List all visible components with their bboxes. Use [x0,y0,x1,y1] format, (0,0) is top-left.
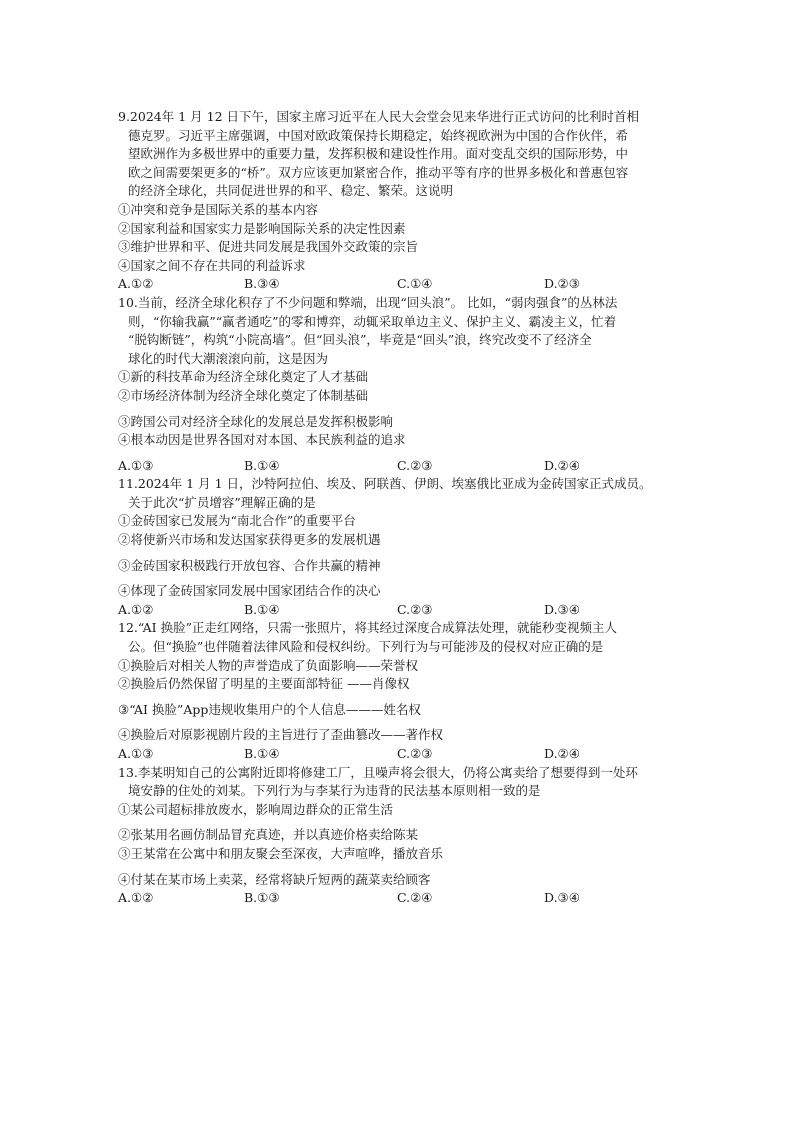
question-stem-line: 欧之间需要架更多的“桥”。双方应该更加紧密合作，推动平等有序的世界多极化和普惠包容 [128,164,629,180]
question-11 [118,475,698,619]
answer-choice: B.①④ [244,457,280,473]
question-stem-line: 关于此次“扩员增容”理解正确的是 [128,494,316,510]
answer-choice: A.①③ [118,457,154,473]
question-option: ①冲突和竞争是国际关系的基本内容 [118,201,319,217]
spacer [118,694,698,701]
answer-choice: C.②④ [397,890,433,906]
answer-choice: C.①④ [397,276,433,292]
question-stem-line: “脱钩断链”，构筑“小院高墙”。但“回头浪”，毕竟是“回头”浪，终究改变不了经济全 [128,332,592,348]
answer-choices [118,601,698,620]
answer-choice: D.②③ [544,276,580,292]
spacer [118,864,698,871]
question-12 [118,619,698,763]
question-option: ④国家之间不存在共同的利益诉求 [118,257,306,273]
answer-choice: A.①② [118,601,154,617]
question-stem-line: 境安静的住处的刘某。下列行为与李某行为违背的民法基本原则相一致的是 [128,783,541,799]
answer-choice: B.③④ [244,276,280,292]
answer-choice: B.①③ [244,890,280,906]
exam-page [118,108,698,908]
question-option: ③金砖国家积极践行开放包容、合作共赢的精神 [118,557,381,573]
question-10 [118,294,698,475]
question-stem-line: 球化的时代大潮滚滚向前，这是因为 [128,350,329,366]
question-option: ②将使新兴市场和发达国家获得更多的发展机遇 [118,532,381,548]
question-option: ④根本动因是世界各国对对本国、本民族利益的追求 [118,432,406,448]
answer-choice: D.③④ [544,890,580,906]
question-option: ④体现了金砖国家同发展中国家团结合作的决心 [118,583,381,599]
question-9 [118,108,698,294]
question-option: ③王某常在公寓中和朋友聚会至深夜，大声喧哗，播放音乐 [118,845,444,861]
question-stem-line: 10.当前，经济全球化积存了不少问题和弊端，出现“回头浪”。 比如，“弱肉强食”的丛林法 [118,294,618,310]
question-option: ①金砖国家已发展为“南北合作”的重要平台 [118,513,356,529]
question-stem-line: 11.2024年 1 月 1 日，沙特阿拉伯、埃及、阿联酋、伊朗、埃塞俄比亚成为金砖国家正式成员。 [118,476,652,492]
question-option: ①换脸后对相关人物的声誉造成了负面影响——荣誉权 [118,657,419,673]
question-option: ①某公司超标排放废水，影响周边群众的正常生活 [118,801,394,817]
answer-choice: C.②③ [397,601,433,617]
question-stem-line: 9.2024年 1 月 12 日下午，国家主席习近平在人民大会堂会见来华进行正式访问的比利时首相 [118,109,639,124]
spacer [118,575,698,582]
question-stem-line: 公。但“换脸”也伴随着法律风险和侵权纠纷。下列行为与可能涉及的侵权对应正确的是 [128,639,604,655]
question-option: ②换脸后仍然保留了明星的主要面部特征 ——肖像权 [118,676,410,692]
spacer [118,819,698,826]
answer-choices [118,889,698,908]
answer-choice: A.①② [118,276,154,292]
question-stem-line: 的经济全球化，共同促进世界的和平、稳定、繁荣。这说明 [128,183,454,199]
answer-choices [118,275,698,294]
answer-choice: D.③④ [544,601,580,617]
answer-choice: D.②④ [544,457,580,473]
question-13 [118,764,698,908]
question-option: ④换脸后对原影视剧片段的主旨进行了歪曲篡改——著作权 [118,727,444,743]
question-option: ④付某在某市场上卖菜，经常将缺斤短两的蔬菜卖给顾客 [118,871,431,887]
answer-choice: C.②③ [397,457,433,473]
answer-choice: D.②④ [544,746,580,761]
answer-choices [118,457,698,476]
spacer [118,550,698,557]
question-option: ①新的科技革命为经济全球化奠定了人才基础 [118,369,369,385]
question-stem-line: 望欧洲作为多极世界中的重要力量，发挥积极和建设性作用。面对变乱交织的国际形势，中 [128,146,629,162]
answer-choices [118,745,698,764]
question-stem-line: 12.“AI 换脸”正走红网络，只需一张照片，将其经过深度合成算法处理，就能秒变视频主人 [118,620,617,636]
answer-choice: C.②③ [397,746,433,761]
answer-choice: A.①② [118,890,154,906]
question-stem-line: 13.李某明知自己的公寓附近即将修建工厂，且噪声将会很大，仍将公寓卖给了想要得到一处环 [118,764,638,780]
question-option: ②市场经济体制为经济全球化奠定了体制基础 [118,387,369,403]
question-option: ②张某用名画仿制品冒充真迹，并以真迹价格卖给陈某 [118,827,419,843]
answer-choice: B.①④ [244,746,280,761]
spacer [118,406,698,413]
answer-choice: B.①④ [244,601,280,617]
question-stem-line: 德克罗。习近平主席强调，中国对欧政策保持长期稳定，始终视欧洲为中国的合作伙伴，希 [128,127,629,143]
spacer [118,450,698,457]
question-option: ③跨国公司对经济全球化的发展总是发挥积极影响 [118,413,394,429]
question-option: ③“AI 换脸”App违规收集用户的个人信息———姓名权 [118,701,421,717]
question-stem-line: 则，“你输我赢”“赢者通吃”的零和博弈，动辄采取单边主义、保护主义、霸凌主义，忙着 [128,313,617,329]
question-option: ③维护世界和平、促进共同发展是我国外交政策的宗旨 [118,239,419,255]
question-option: ②国家利益和国家实力是影响国际关系的决定性因素 [118,220,406,236]
answer-choice: A.①③ [118,746,154,761]
spacer [118,719,698,726]
